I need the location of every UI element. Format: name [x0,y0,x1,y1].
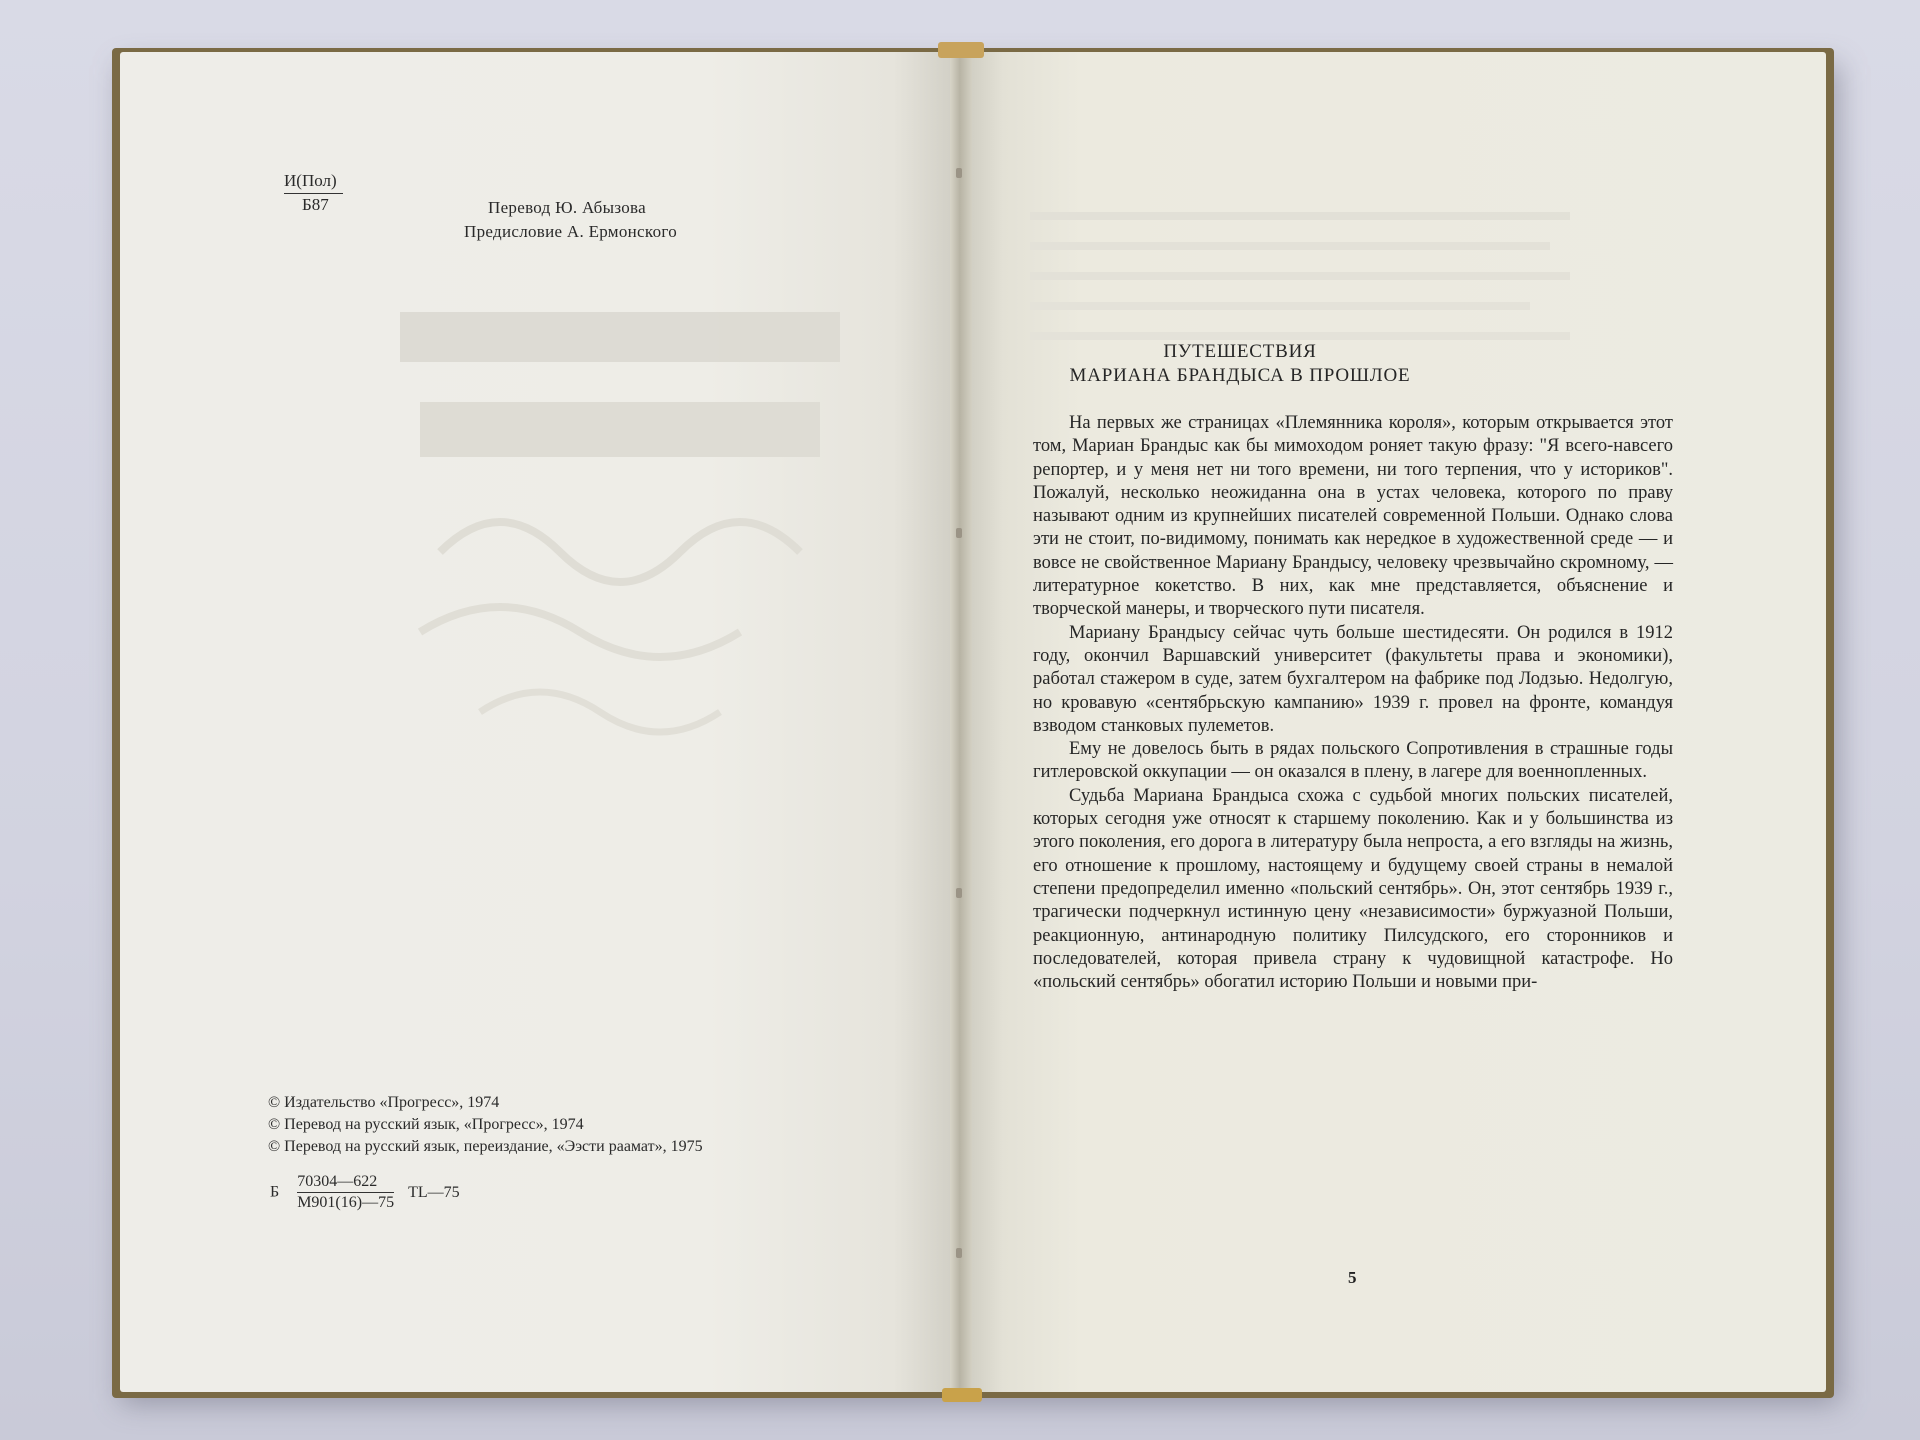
bibliographic-code [270,1172,460,1213]
paragraph: Ему не довелось быть в рядах польского Сопротивления в страшные годы гитлеровской оккупации — он оказался в плену, в лагере для военнопленных. [1033,739,1673,783]
bcode-tl: TL—75 [408,1183,460,1201]
spine-bottom-edge [942,1388,982,1402]
catalog-code-top: И(Пол) [284,170,343,194]
chapter-title-line2: МАРИАНА БРАНДЫСА В ПРОШЛОЕ [1069,365,1411,386]
left-page [120,52,960,1392]
catalog-code-bottom: Б87 [302,195,329,214]
bcode-letter: Б [270,1183,280,1201]
paragraph: Мариану Брандысу сейчас чуть больше шестидесяти. Он родился в 1912 году, окончил Варшавский университет (факультеты права и экономики), работал стажером в суде, затем бухгалтером на фабрике под Лодзью. Недолгую, но кровавую «сентябрьскую кампанию» 1939 г. провел на фронте, командуя взводом станковых пулеметов. [1033,622,1673,736]
bcode-denominator: М901(16)—75 [297,1194,395,1211]
page-number: 5 [1348,1268,1357,1287]
copyright-line: © Издательство «Прогресс», 1974 [268,1094,500,1111]
chapter-title [1000,340,1480,388]
show-through-decoration [360,292,880,752]
binding-stitch [956,528,962,538]
binding-stitch [956,888,962,898]
translator-credit: Перевод Ю. Абызова [488,198,647,217]
binding-stitch [956,1248,962,1258]
copyright-block [268,1092,703,1158]
paragraph: Судьба Мариана Брандыса схожа с судьбой многих польских писателей, которых сегодня уже относят к старшему поколению. Как и у большинства из этого поколения, его дорога в литературу была непроста, а его взгляды на жизнь, его отношение к прошлому, настоящему и будущему своей страны в немалой степени предопределил именно «польский сентябрь». Он, этот сентябрь 1939 г., трагически подчеркнул истинную цену «независимости» буржуазной Польши, реакционную, антинародную политику Пилсудского, его сторонников и последователей, которая привела страну к чудовищной катастрофе. Но «польский сентябрь» обогатил историю Польши и новыми при- [1033,785,1673,993]
copyright-line: © Перевод на русский язык, «Прогресс», 1974 [268,1116,584,1133]
bcode-numerator: 70304—622 [297,1172,394,1193]
chapter-title-line1: ПУТЕШЕСТВИЯ [1163,341,1317,362]
binding-stitch [956,168,962,178]
preface-credit: Предисловие А. Ермонского [464,222,678,241]
body-text [1033,412,1673,994]
spine-top-edge [938,42,984,58]
paragraph: На первых же страницах «Племянника короля», которым открывается этот том, Мариан Брандыс как бы мимоходом роняет такую фразу: "Я всего-навсего репортер, и у меня нет ни того времени, ни того терпения, что у историков". Пожалуй, несколько неожиданна она в устах человека, которого по праву называют одним из крупнейших писателей современной Польши. Однако слова эти не стоит, по-видимому, понимать как нередкое в художественной среде — и вовсе не свойственное Мариану Брандысу, человеку чрезвычайно скромному, — литературное кокетство. В них, как мне представляется, объяснение и творческой манеры, и творческого пути писателя. [1033,413,1673,620]
book-gutter [950,48,972,1398]
bcode-fraction [297,1172,394,1213]
copyright-line: © Перевод на русский язык, переиздание, «Ээсти раамат», 1975 [268,1138,703,1155]
catalog-code [284,170,343,216]
